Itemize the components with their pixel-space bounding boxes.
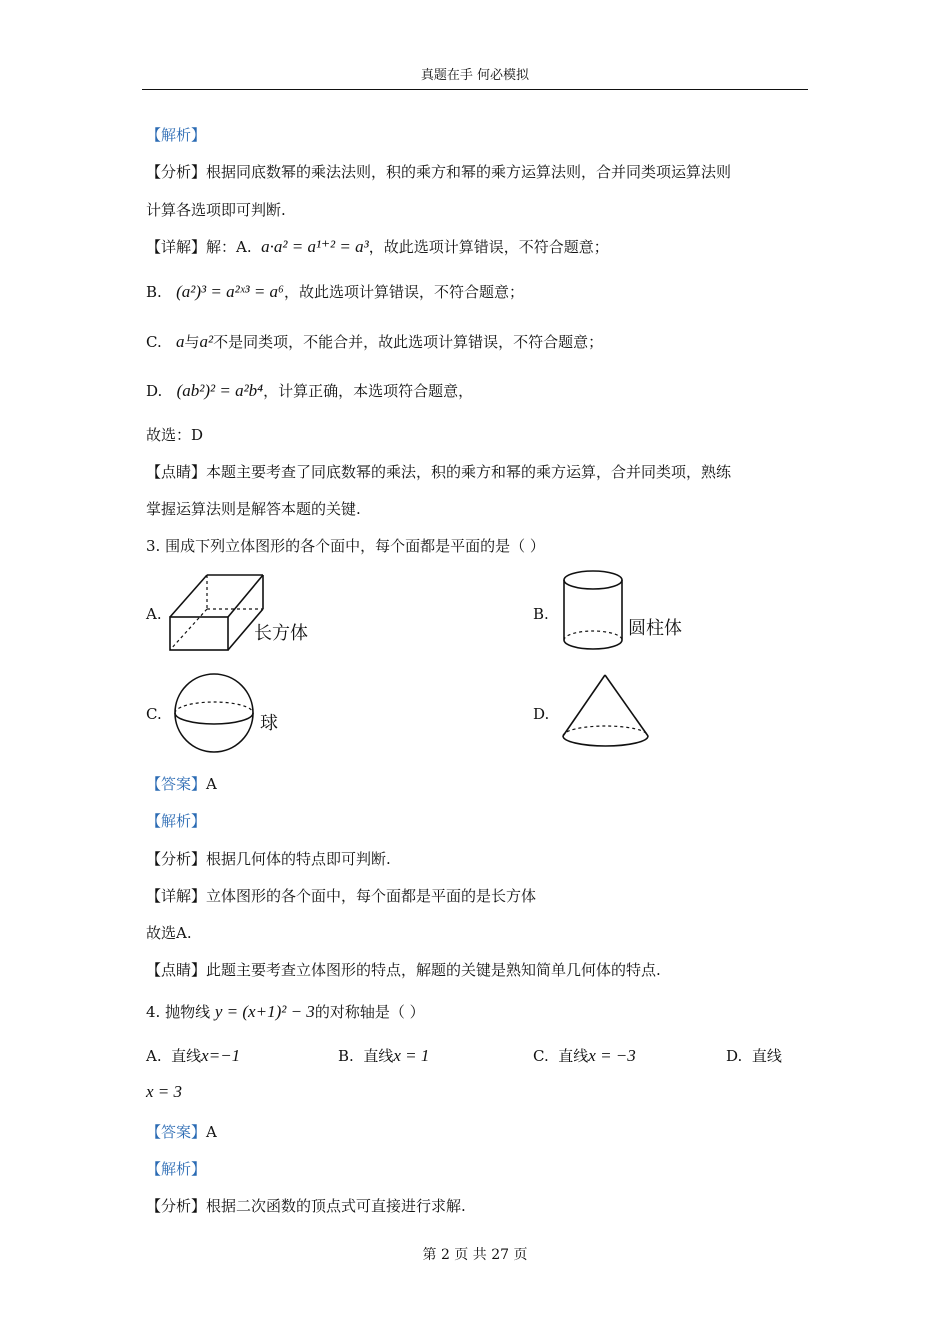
q4-fenxi [146, 1195, 466, 1216]
q3-answer [146, 773, 217, 794]
q2-xiangjie-label: 【详解】 [146, 238, 207, 256]
q4-option-c [533, 1045, 636, 1066]
q2-b [146, 281, 524, 302]
q2-c-prefix: C. [146, 333, 162, 351]
q2-fenxi-text: 根据同底数幂的乘法法则，积的乘方和幂的乘方运算法则，合并同类项运算法则 [206, 163, 732, 181]
sphere-figure [172, 673, 258, 755]
q2-a-text: ，故此选项计算错误，不符合题意； [368, 238, 609, 256]
q3-answer-value: A [206, 775, 217, 793]
q3-fenxi-text: 根据几何体的特点即可判断. [206, 850, 391, 868]
q2-b-text: ，故此选项计算错误，不符合题意； [283, 283, 524, 301]
q2-dianjing-text: 本题主要考查了同底数幂的乘法，积的乘方和幂的乘方运算，合并同类项，熟练 [206, 463, 732, 481]
q4-answer-value: A [206, 1123, 217, 1141]
q4-option-d-letter: D. [726, 1047, 743, 1065]
q2-dianjing-label: 【点睛】 [146, 463, 207, 481]
q4-stem-expr: y = (x+1)² − 3 [214, 1002, 315, 1021]
q2-c-mid: 与 [184, 333, 200, 351]
q2-dianjing [146, 461, 731, 482]
q3-option-c-letter: C. [146, 705, 162, 723]
q2-a-prefix: 解：A. [206, 238, 252, 256]
q2-b-expr: (a²)³ = a²ˣ³ = a⁶ [176, 282, 284, 301]
page-header: 真题在手 何必模拟 [420, 68, 530, 83]
q4-option-a-expr: x=−1 [201, 1046, 241, 1065]
q2-fenxi-label: 【分析】 [146, 163, 207, 181]
q2-xiangjie-a [146, 236, 609, 257]
sphere-label: 球 [260, 713, 278, 734]
q4-option-b-expr: x = 1 [393, 1046, 430, 1065]
q2-jiexi: 【解析】 [146, 126, 207, 144]
q2-d-text: ，计算正确，本选项符合题意， [263, 382, 474, 400]
q3-option-a-letter: A. [146, 605, 162, 623]
q2-d [146, 380, 473, 401]
q3-dianjing-label: 【点睛】 [146, 961, 207, 979]
q4-stem-suffix: 的对称轴是（ ） [314, 1003, 425, 1021]
q2-c [146, 331, 603, 352]
q2-c-expr2: a² [199, 332, 214, 351]
header-rule [142, 89, 808, 90]
q4-fenxi-label: 【分析】 [146, 1197, 207, 1215]
q4-option-d [726, 1045, 782, 1066]
q4-option-d-text: 直线 [751, 1047, 782, 1065]
q4-option-a-text: 直线 [171, 1047, 202, 1065]
q4-option-d-expr: x = 3 [146, 1082, 183, 1101]
q3-answer-label: 【答案】 [146, 775, 207, 793]
q2-choose: 故选：D [146, 426, 204, 444]
q2-c-expr1: a [176, 332, 185, 351]
q3-option-d-letter: D. [533, 705, 550, 723]
q3-fenxi-label: 【分析】 [146, 850, 207, 868]
cuboid-label: 长方体 [254, 623, 308, 644]
cone-figure [560, 673, 652, 749]
q4-option-b-letter: B. [338, 1047, 354, 1065]
q4-answer [146, 1121, 217, 1142]
q2-dianjing-text2: 掌握运算法则是解答本题的关键. [146, 500, 361, 518]
q4-option-a-letter: A. [146, 1047, 162, 1065]
q4-option-b-text: 直线 [363, 1047, 394, 1065]
q3-xiangjie-text: 立体图形的各个面中，每个面都是平面的是长方体 [206, 887, 537, 905]
q2-fenxi-text2: 计算各选项即可判断. [146, 201, 286, 219]
q3-xiangjie [146, 885, 536, 906]
page-footer: 第 2 页 共 27 页 [422, 1247, 528, 1263]
q2-b-prefix: B. [146, 283, 162, 301]
q2-a-expr: a·a² = a¹⁺² = a³ [261, 237, 369, 256]
q4-jiexi: 【解析】 [146, 1160, 207, 1178]
q4-option-b [338, 1045, 429, 1066]
cuboid-figure [168, 572, 264, 654]
q3-stem: 3. 围成下列立体图形的各个面中，每个面都是平面的是（ ） [146, 537, 545, 555]
q3-dianjing-text: 此题主要考查立体图形的特点，解题的关键是熟知简单几何体的特点. [206, 961, 661, 979]
q3-choose: 故选A. [146, 924, 192, 942]
q4-fenxi-text: 根据二次函数的顶点式可直接进行求解. [206, 1197, 466, 1215]
q4-option-c-expr: x = −3 [588, 1046, 636, 1065]
q4-option-a [146, 1045, 240, 1066]
q4-option-c-text: 直线 [558, 1047, 589, 1065]
q4-option-c-letter: C. [533, 1047, 549, 1065]
q2-d-expr: (ab²)² = a²b⁴ [176, 381, 264, 400]
q3-xiangjie-label: 【详解】 [146, 887, 207, 905]
q2-d-prefix: D. [146, 382, 163, 400]
q3-fenxi [146, 848, 391, 869]
q3-option-b-letter: B. [533, 605, 549, 623]
q4-answer-label: 【答案】 [146, 1123, 207, 1141]
q3-jiexi: 【解析】 [146, 812, 207, 830]
q4-stem-prefix: 4. 抛物线 [146, 1003, 211, 1021]
cylinder-label: 圆柱体 [628, 618, 682, 639]
q4-stem [146, 1001, 425, 1022]
q3-dianjing [146, 959, 661, 980]
q2-c-text: 不是同类项，不能合并，故此选项计算错误，不符合题意； [213, 333, 604, 351]
cylinder-figure [560, 568, 626, 654]
q2-fenxi [146, 161, 731, 182]
